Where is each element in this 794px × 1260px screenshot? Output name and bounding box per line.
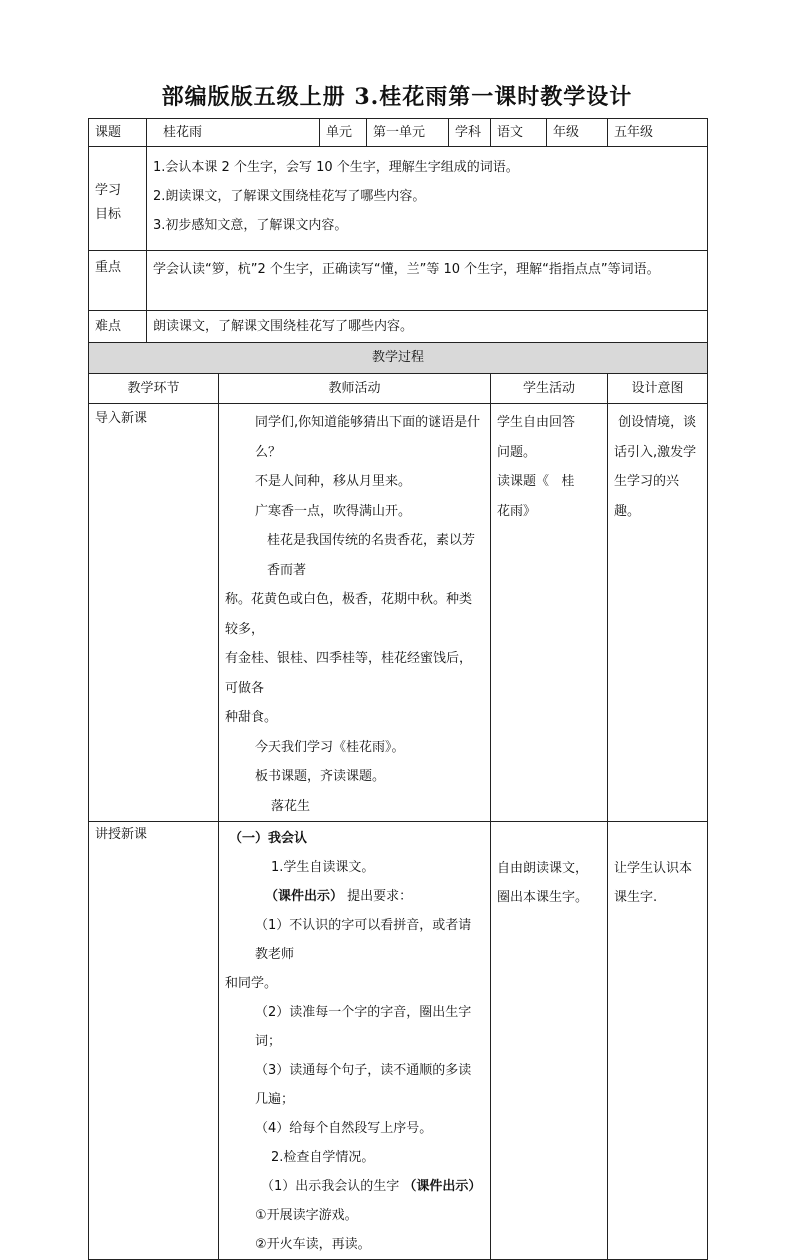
intro-teacher-line: 广寒香一点，吹得满山开。: [255, 503, 412, 519]
goal-item: 1.会认本课 2 个生字，会写 10 个生字，理解生字组成的词语。: [153, 160, 519, 175]
intro-teacher: [219, 404, 491, 822]
goal-item: 2.朗读课文，了解课文围绕桂花写了哪些内容。: [153, 189, 426, 204]
check-1-courseware: （课件出示）: [403, 1179, 482, 1194]
intro-teacher-line: 种甜食。: [225, 710, 278, 725]
unit-value: 第一单元: [367, 119, 449, 147]
intro-stage: 导入新课: [89, 404, 219, 822]
page-title: 部编版版五级上册 3.桂花雨第一课时教学设计: [161, 84, 633, 110]
intro-student: [491, 404, 608, 822]
requirement-4: （4）给每个自然段写上序号。: [255, 1121, 433, 1136]
step-2: 2.检查自学情况。: [271, 1150, 375, 1165]
lesson-plan-table: [88, 118, 708, 1260]
col-intent-header: 设计意图: [608, 374, 708, 404]
col-student-header: 学生活动: [491, 374, 608, 404]
goal-item: 3.初步感知文意，了解课文内容。: [153, 218, 348, 233]
grade-label: 年级: [547, 119, 608, 147]
key-point-text: 学会认读“箩，杭”2 个生字，正确读写“懂，兰”等 10 个生字，理解“指指点点”等词语。: [147, 251, 708, 311]
new-lesson-intent-line: 课生字.: [614, 890, 658, 905]
goals-label-line1: 学习: [95, 183, 122, 198]
new-lesson-student-line: 圈出本课生字。: [497, 890, 589, 905]
new-lesson-intent-line: 让学生认识本: [614, 861, 693, 876]
intro-teacher-line: 桂花是我国传统的名贵香花，素以芳香而著: [267, 533, 476, 578]
intro-student-line: 读课题《 桂: [497, 474, 575, 489]
intro-student-line: 花雨》: [497, 503, 537, 519]
requirement-2: （2）读准每一个字的字音，圈出生字词；: [255, 1005, 472, 1049]
intro-row: [89, 404, 708, 822]
goals-label-line2: 目标: [95, 207, 122, 222]
intro-teacher-line: 落花生: [271, 798, 311, 814]
requirement-3: （3）读通每个句子，读不通顺的多读几遍；: [255, 1063, 472, 1107]
meta-row: [89, 119, 708, 147]
game-line: ①开展读字游戏。: [255, 1208, 358, 1223]
new-lesson-student: [491, 822, 608, 1260]
grade-value: 五年级: [608, 119, 708, 147]
key-point-row: [89, 251, 708, 311]
intro-teacher-line: 有金桂、银桂、四季桂等，桂花经蜜饯后，可做各: [225, 651, 473, 696]
topic-value: 桂花雨: [147, 119, 320, 147]
intro-student-line: 学生自由回答: [497, 415, 576, 430]
process-columns-row: [89, 374, 708, 404]
new-lesson-row: [89, 822, 708, 1260]
topic-label: 课题: [89, 119, 147, 147]
intro-intent: [608, 404, 708, 822]
section-title: （一）我会认: [229, 831, 308, 846]
courseware-label: （课件出示）: [265, 889, 344, 904]
difficulty-label: 难点: [89, 311, 147, 343]
new-lesson-teacher: [219, 822, 491, 1260]
requirement-1b: 和同学。: [225, 976, 278, 991]
requirement-1a: （1）不认识的字可以看拼音，或者请教老师: [255, 918, 472, 962]
check-1-text: （1）出示我会认的生字: [261, 1179, 404, 1194]
new-lesson-intent: [608, 822, 708, 1260]
process-header-row: [89, 343, 708, 374]
intro-teacher-line: 不是人间种，移从月里来。: [255, 474, 412, 489]
train-line: ②开火车读，再读。: [255, 1237, 371, 1252]
subject-value: 语文: [491, 119, 547, 147]
intro-intent-line: 创设情境，谈: [614, 415, 697, 430]
difficulty-row: [89, 311, 708, 343]
new-lesson-stage: 讲授新课: [89, 822, 219, 1260]
process-header: 教学过程: [89, 343, 708, 374]
subject-label: 学科: [449, 119, 491, 147]
step-1: 1.学生自读课文。: [271, 860, 375, 875]
goals-content: [147, 147, 708, 251]
requirement-text: 提出要求：: [343, 889, 413, 904]
intro-student-line: 问题。: [497, 444, 537, 460]
goals-label: [89, 147, 147, 251]
intro-teacher-line: 今天我们学习《桂花雨》。: [255, 739, 405, 755]
intro-intent-line: 生学习的兴趣。: [614, 474, 680, 519]
intro-teacher-line: 板书课题，齐读课题。: [255, 769, 386, 784]
intro-teacher-line: 称。花黄色或白色，极香，花期中秋。种类较多，: [225, 592, 473, 637]
new-lesson-student-line: 自由朗读课文，: [497, 861, 589, 876]
intro-teacher-line: 同学们,你知道能够猜出下面的谜语是什么？: [255, 415, 481, 460]
key-point-label: 重点: [89, 251, 147, 311]
unit-label: 单元: [320, 119, 367, 147]
col-stage-header: 教学环节: [89, 374, 219, 404]
intro-intent-line: 话引入,激发学: [614, 444, 697, 460]
difficulty-text: 朗读课文，了解课文围绕桂花写了哪些内容。: [147, 311, 708, 343]
requirement-line: [225, 882, 484, 911]
col-teacher-header: 教师活动: [219, 374, 491, 404]
goals-row: [89, 147, 708, 251]
check-1-line: [225, 1172, 484, 1201]
